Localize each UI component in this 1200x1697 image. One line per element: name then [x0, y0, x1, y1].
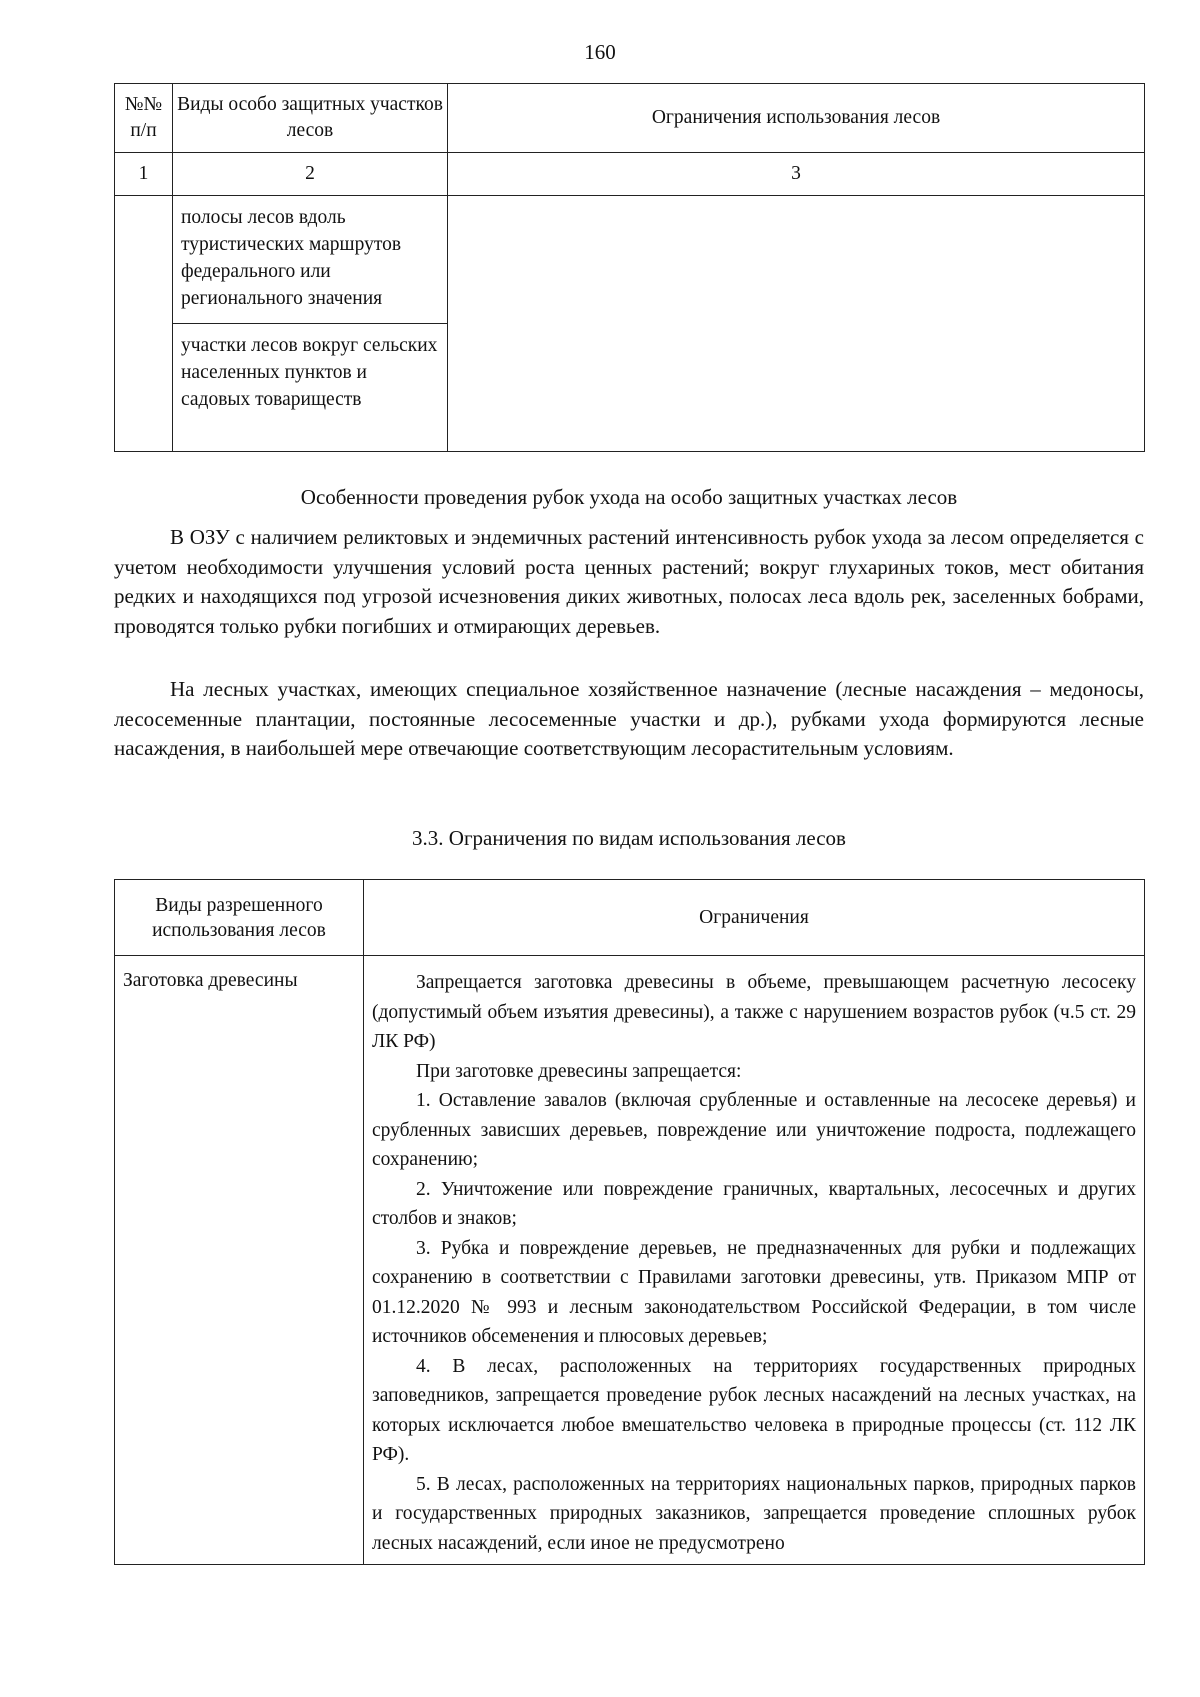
zone-type-cell: участки лесов вокруг сельских населенных пунктов и садовых товариществ	[173, 324, 448, 452]
restrictions-cell	[364, 956, 1145, 1565]
section-heading: Особенности проведения рубок ухода на особо защитных участках лесов	[300, 485, 958, 509]
restriction-item: 2. Уничтожение или повреждение граничных, квартальных, лесосечных и других столбов и знаков;	[372, 1178, 1136, 1229]
body-paragraph: В ОЗУ с наличием реликтовых и эндемичных растений интенсивность рубок ухода за лесом определяется с учетом необходимости улучшения условий роста ценных растений; вокруг глухариных токов, мест обитания редких и находящихся под угрозой исчезновения диких животных, полосах леса вдоль рек, заселенных бобрами, проводятся только рубки погибших и отмирающих деревьев.	[114, 525, 1144, 638]
restriction-item: 1. Оставление завалов (включая срубленные и оставленные на лесосеке деревья) и срубленных зависших деревьев, повреждение или уничтожение подроста, подлежащего сохранению;	[372, 1090, 1136, 1170]
protective-zones-table	[114, 83, 1145, 452]
header-use-type: Виды разрешенного использования лесов	[115, 880, 364, 956]
restriction-item: 5. В лесах, расположенных на территориях национальных парков, природных парков и государственных природных заказников, запрещается проведение сплошных рубок лесных насаждений, если иное не предусмотрено	[372, 1473, 1136, 1554]
column-number: 2	[173, 153, 448, 196]
column-number: 1	[115, 153, 173, 196]
row-number-cell	[115, 196, 173, 452]
restriction-text: При заготовке древесины запрещается:	[416, 1060, 742, 1082]
restriction-item: 3. Рубка и повреждение деревьев, не предназначенных для рубки и подлежащих сохранению в соответствии с Правилами заготовки древесины, утв. Приказом МПР от 01.12.2020 № 993 и лесным законодательством Российской Федерации, в том числе источников обсеменения и плюсовых деревьев;	[372, 1237, 1136, 1347]
use-restrictions-table	[114, 879, 1145, 1565]
column-number-row	[115, 153, 1145, 196]
table-row	[115, 956, 1145, 1565]
body-paragraph: На лесных участках, имеющих специальное хозяйственное назначение (лесные насаждения – медоносы, лесосеменные плантации, постоянные лесосеменные участки и др.), рубками ухода формируются лесные насаждения, в наибольшей мере отвечающие соответствующим лесорастительным условиям.	[114, 677, 1144, 760]
header-restrictions: Ограничения	[364, 880, 1145, 956]
table-row	[115, 196, 1145, 324]
header-restrictions: Ограничения использования лесов	[448, 84, 1145, 153]
use-type-cell: Заготовка древесины	[115, 956, 364, 1565]
zone-type-cell: полосы лесов вдоль туристических маршрутов федерального или регионального значения	[173, 196, 448, 324]
restriction-text: Запрещается заготовка древесины в объеме, превышающем расчетную лесосеку (допустимый объем изъятия древесины), а также с нарушением возрастов рубок (ч.5 ст. 29 ЛК РФ)	[372, 972, 1136, 1052]
page-number: 160	[584, 40, 616, 64]
header-zone-type: Виды особо защитных участков лесов	[173, 84, 448, 153]
restriction-item: 4. В лесах, расположенных на территориях государственных природных заповедников, запрещается проведение рубок лесных насаждений на лесных участках, на которых исключается любое вмешательство человека в природные процессы (ст. 112 ЛК РФ).	[372, 1355, 1136, 1465]
table-header-row	[115, 880, 1145, 956]
section-title: 3.3. Ограничения по видам использования лесов	[412, 826, 846, 850]
table-header-row	[115, 84, 1145, 153]
header-number: №№ п/п	[115, 84, 173, 153]
restrictions-cell	[448, 196, 1145, 452]
column-number: 3	[448, 153, 1145, 196]
